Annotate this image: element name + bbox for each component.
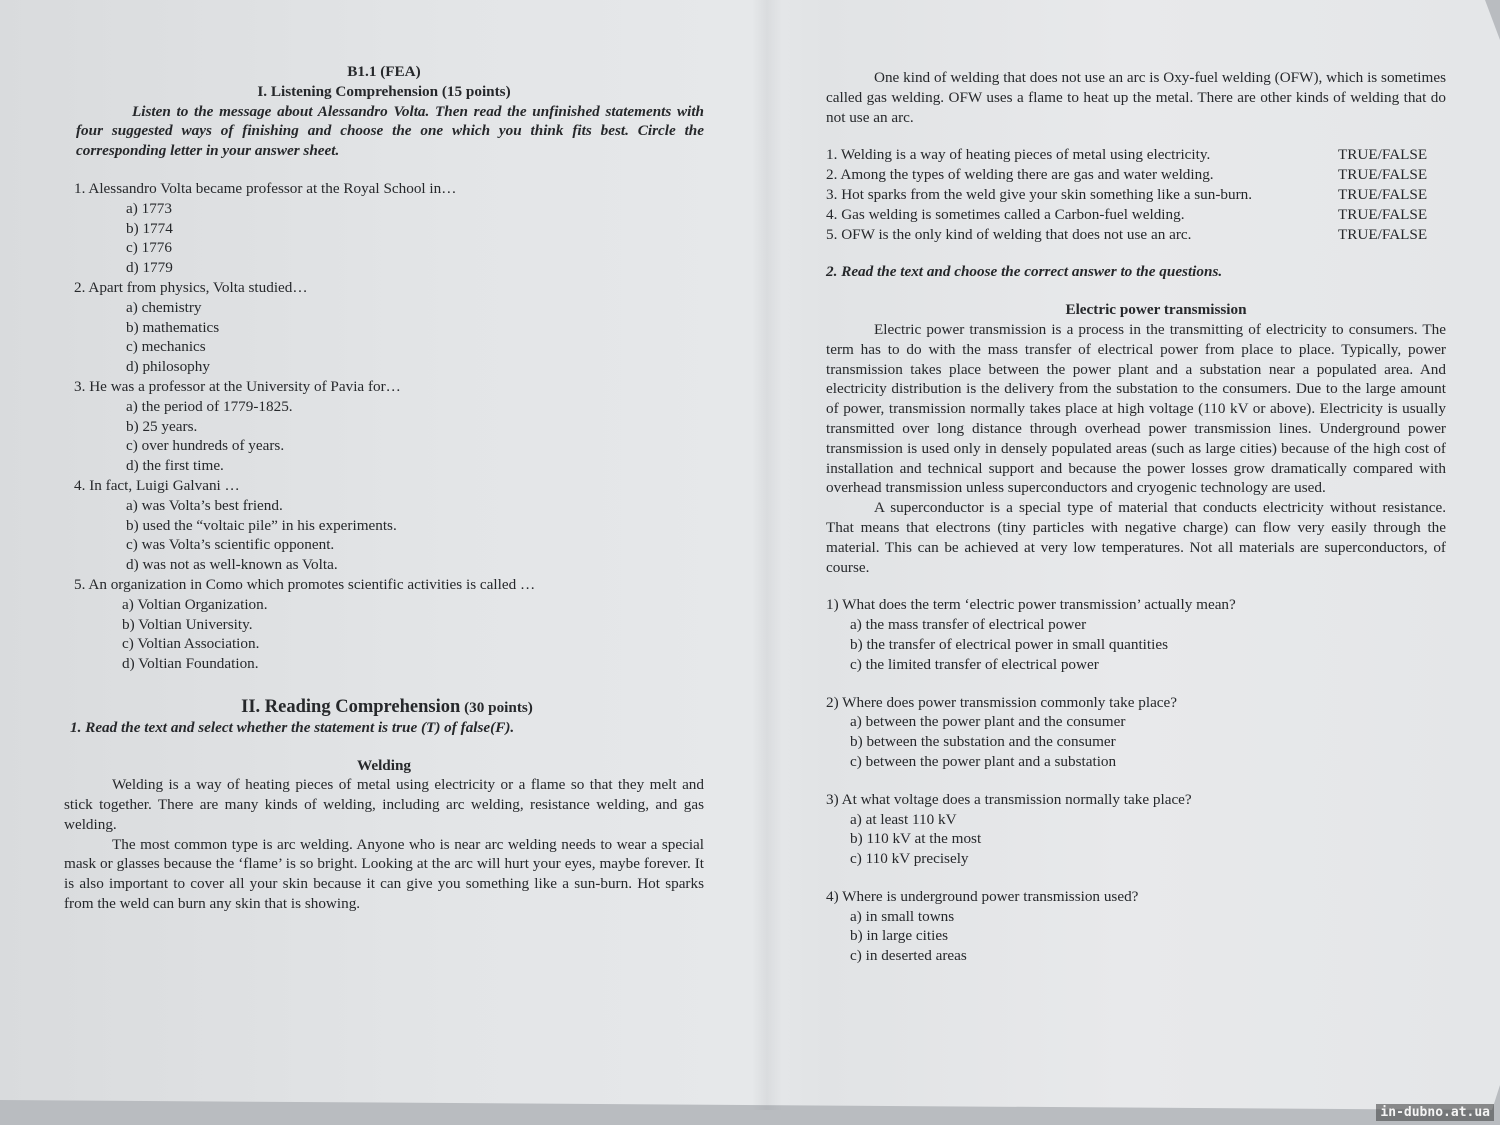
option: d) philosophy xyxy=(126,358,210,376)
exam-code: B1.1 (FEA) xyxy=(347,63,421,80)
tf-statement xyxy=(826,145,1446,165)
question-3 xyxy=(74,377,704,476)
ept-paragraph-2: A superconductor is a special type of material that conducts electricity without resistance. That means that electrons (tiny particles with negative charge) can flow very easily through the material. This can be achieved at very low temperatures. Not all materials are superconductors, of course. xyxy=(826,499,1446,576)
listening-questions xyxy=(64,179,704,674)
option: b) 110 kV at the most xyxy=(850,830,982,848)
option: c) mechanics xyxy=(126,338,206,356)
question-text: 3) At what voltage does a transmission normally take place? xyxy=(826,790,1192,808)
mc-question-2 xyxy=(826,693,1446,772)
option: b) 1774 xyxy=(126,219,173,237)
question-text: 1) What does the term ‘electric power transmission’ actually mean? xyxy=(826,596,1236,614)
option: d) 1779 xyxy=(126,259,173,277)
option: c) between the power plant and a substation xyxy=(850,752,1117,770)
option: a) 1773 xyxy=(126,199,172,217)
tf-text: 3. Hot sparks from the weld give your skin something like a sun-burn. xyxy=(826,185,1253,203)
tf-statement xyxy=(826,165,1446,185)
option: d) Voltian Foundation. xyxy=(122,655,259,673)
ept-title: Electric power transmission xyxy=(1065,301,1247,319)
tf-statement xyxy=(826,185,1446,205)
option: a) Voltian Organization. xyxy=(122,595,268,613)
site-watermark: in-dubno.at.ua xyxy=(1376,1104,1494,1121)
question-text: 4. In fact, Luigi Galvani … xyxy=(74,476,240,494)
option: c) 1776 xyxy=(126,239,172,257)
section1-title: I. Listening Comprehension (15 points) xyxy=(257,82,511,100)
mc-question-1 xyxy=(826,595,1446,674)
option: a) the period of 1779-1825. xyxy=(126,397,293,415)
question-4 xyxy=(74,476,704,575)
option: b) the transfer of electrical power in small quantities xyxy=(850,635,1168,653)
tf-text: 1. Welding is a way of heating pieces of metal using electricity. xyxy=(826,146,1211,164)
question-text: 1. Alessandro Volta became professor at the Royal School in… xyxy=(74,179,457,197)
option: b) 25 years. xyxy=(126,417,198,435)
tf-answer: TRUE/FALSE xyxy=(1338,166,1428,184)
mc-question-4 xyxy=(826,887,1446,966)
question-text: 2) Where does power transmission commonly take place? xyxy=(826,693,1178,711)
question-text: 4) Where is underground power transmission used? xyxy=(826,887,1139,905)
task1-instruction: 1. Read the text and select whether the statement is true (T) of false(F). xyxy=(70,718,515,736)
option: c) was Volta’s scientific opponent. xyxy=(126,536,335,554)
listening-instruction: Listen to the message about Alessandro Volta. Then read the unfinished statements with four suggested ways of finishing and choose the one which you think fits best. Circle the corresponding letter in your answer sheet. xyxy=(76,102,704,160)
question-text: 3. He was a professor at the University of Pavia for… xyxy=(74,377,401,395)
question-text: 5. An organization in Como which promotes scientific activities is called … xyxy=(74,575,536,593)
mc-question-3 xyxy=(826,790,1446,869)
left-column xyxy=(64,62,704,914)
right-column xyxy=(826,68,1446,966)
option: a) the mass transfer of electrical power xyxy=(850,616,1087,634)
question-1 xyxy=(74,179,704,278)
task2-instruction: 2. Read the text and choose the correct answer to the questions. xyxy=(826,263,1223,281)
option: d) was not as well-known as Volta. xyxy=(126,556,338,574)
option: b) mathematics xyxy=(126,318,220,336)
tf-statement xyxy=(826,225,1446,245)
option: c) 110 kV precisely xyxy=(850,850,969,868)
true-false-list xyxy=(826,145,1446,244)
option: a) at least 110 kV xyxy=(850,810,957,828)
tf-answer: TRUE/FALSE xyxy=(1338,146,1428,164)
option: a) between the power plant and the consumer xyxy=(850,713,1126,731)
option: b) Voltian University. xyxy=(122,615,253,633)
welding-paragraph-2: The most common type is arc welding. Anyone who is near arc welding needs to wear a special mask or glasses because the ‘flame’ is so bright. Looking at the arc will hurt your eyes, maybe forever. It is also important to cover all your skin because it can give you something like a sun-burn. Hot sparks from the weld can burn any skin that is showing. xyxy=(64,835,704,913)
option: b) between the substation and the consumer xyxy=(850,733,1116,751)
section2-heading xyxy=(64,698,704,718)
option: b) used the “voltaic pile” in his experiments. xyxy=(126,516,397,534)
tf-answer: TRUE/FALSE xyxy=(1338,205,1428,223)
tf-answer: TRUE/FALSE xyxy=(1338,225,1428,243)
option: c) in deserted areas xyxy=(850,947,967,965)
section2-title: II. Reading Comprehension xyxy=(241,696,461,717)
question-5 xyxy=(74,575,704,674)
ept-paragraph-1: Electric power transmission is a process in the transmitting of electricity to consumers. The term has to do with the mass transfer of electrical power from place to place. Typically, power transmission takes place between the power plant and a substation near a populated area. And electricity distribution is the delivery from the substation to the consumers. Due to the large amount of power, transmission normally takes place at high voltage (110 kV or above). Electricity is usually transmitted over long distance through overhead power transmission lines. Underground power transmission is used only in densely populated areas (such as large cities) because of the high cost of installation and technical support and because the power losses grow dramatically compared with overhead transmission unless superconductors and cryogenic technology are used. xyxy=(826,320,1446,497)
option: a) was Volta’s best friend. xyxy=(126,496,283,514)
mc-questions xyxy=(826,595,1446,966)
welding-paragraph-1: Welding is a way of heating pieces of metal using electricity or a flame so that they melt and stick together. There are many kinds of welding, including arc welding, resistance welding, and gas welding. xyxy=(64,776,704,833)
option: c) the limited transfer of electrical power xyxy=(850,655,1099,673)
tf-text: 2. Among the types of welding there are gas and water welding. xyxy=(826,166,1214,184)
question-text: 2. Apart from physics, Volta studied… xyxy=(74,278,308,296)
section2-points: (30 points) xyxy=(464,698,533,716)
option: a) in small towns xyxy=(850,907,955,925)
question-2 xyxy=(74,278,704,377)
welding-paragraph-3: One kind of welding that does not use an arc is Oxy-fuel welding (OFW), which is sometimes called gas welding. OFW uses a flame to heat up the metal. There are other kinds of welding that do not use an arc. xyxy=(826,69,1446,126)
welding-title: Welding xyxy=(356,756,412,774)
option: d) the first time. xyxy=(126,457,224,475)
page-fold xyxy=(752,0,782,1110)
tf-text: 5. OFW is the only kind of welding that does not use an arc. xyxy=(826,225,1192,243)
tf-answer: TRUE/FALSE xyxy=(1338,185,1428,203)
option: a) chemistry xyxy=(126,298,202,316)
option: c) over hundreds of years. xyxy=(126,437,285,455)
option: b) in large cities xyxy=(850,927,948,945)
option: c) Voltian Association. xyxy=(122,635,260,653)
tf-text: 4. Gas welding is sometimes called a Carbon-fuel welding. xyxy=(826,205,1185,223)
tf-statement xyxy=(826,205,1446,225)
